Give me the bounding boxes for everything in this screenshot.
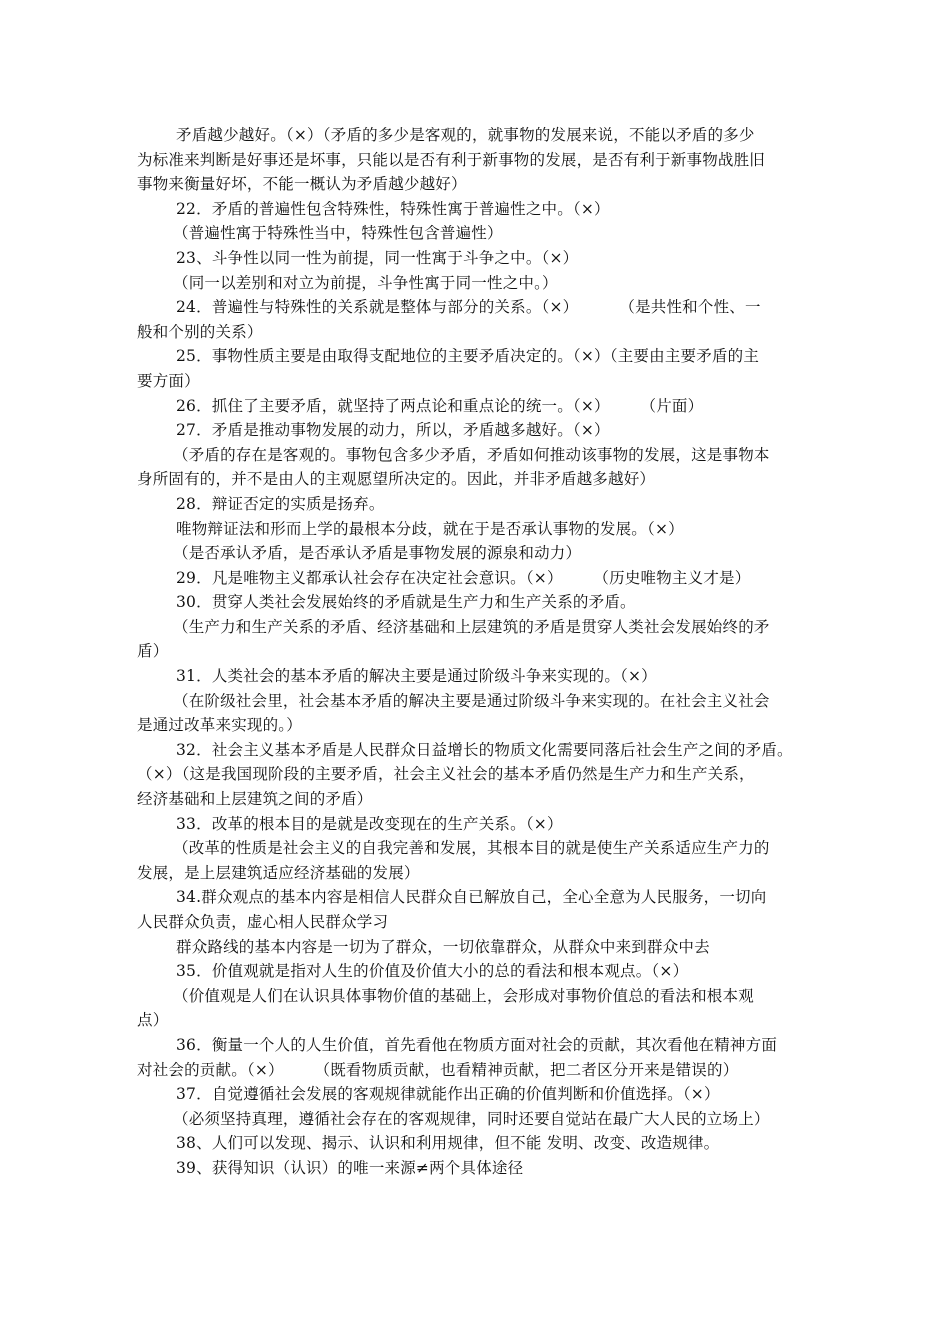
text-line: 矛盾越少越好。（×）（矛盾的多少是客观的，就事物的发展来说，不能以矛盾的多少 [176, 126, 755, 144]
text-line: 29．凡是唯物主义都承认社会存在决定社会意识。（×） （历史唯物主义才是） [176, 568, 751, 587]
text-line: 38、人们可以发现、揭示、认识和利用规律，但不能 发明、改变、改造规律。 [176, 1134, 720, 1153]
text-line: 是通过改革来实现的。） [137, 716, 302, 735]
text-line: 身所固有的，并不是由人的主观愿望所决定的。因此，并非矛盾越多越好） [137, 470, 656, 489]
text-line: 36．衡量一个人的人生价值，首先看他在物质方面对社会的贡献，其次看他在精神方面 [176, 1035, 778, 1054]
text-line: 34.群众观点的基本内容是相信人民群众自已解放自己，全心全意为人民服务，一切向 [176, 888, 767, 907]
text-line: 32．社会主义基本矛盾是人民群众日益增长的物质文化需要同落后社会生产之间的矛盾。 [176, 740, 793, 759]
text-line: （同一以差别和对立为前提，斗争性寓于同一性之中。） [173, 273, 558, 292]
text-line: 般和个别的关系） [137, 322, 263, 341]
text-line: 31．人类社会的基本矛盾的解决主要是通过阶级斗争来实现的。（×） [176, 667, 657, 686]
text-line: （是否承认矛盾，是否承认矛盾是事物发展的源泉和动力） [173, 544, 582, 563]
text-line: 经济基础和上层建筑之间的矛盾） [137, 790, 373, 809]
text-line: 27．矛盾是推动事物发展的动力，所以，矛盾越多越好。（×） [176, 421, 610, 440]
text-line: 24．普遍性与特殊性的关系就是整体与部分的关系。（×） （是共性和个性、一 [176, 298, 761, 317]
text-line: 人民群众负责，虚心相人民群众学习 [137, 913, 389, 931]
text-line: （改革的性质是社会主义的自我完善和发展，其根本目的就是使生产关系适应生产力的 [173, 839, 770, 858]
text-line: 点） [137, 1011, 169, 1030]
text-line: （生产力和生产关系的矛盾、经济基础和上层建筑的矛盾是贯穿人类社会发展始终的矛 [173, 617, 770, 636]
text-line: 30．贯穿人类社会发展始终的矛盾就是生产力和生产关系的矛盾。 [176, 593, 636, 612]
text-line: 为标准来判断是好事还是坏事，只能以是否有利于新事物的发展，是否有利于新事物战胜旧 [137, 150, 766, 169]
text-line: 盾） [137, 642, 169, 661]
text-line: 33．改革的根本目的是就是改变现在的生产关系。（×） [176, 814, 563, 833]
text-line: 25．事物性质主要是由取得支配地位的主要矛盾决定的。（×）（主要由主要矛盾的主 [176, 347, 760, 366]
text-line: 22．矛盾的普遍性包含特殊性，特殊性寓于普遍性之中。（×） [176, 199, 610, 218]
text-line: 39、获得知识（认识）的唯一来源≠两个具体途径 [176, 1158, 524, 1177]
text-line: （矛盾的存在是客观的。事物包含多少矛盾，矛盾如何推动该事物的发展，这是事物本 [173, 445, 770, 464]
text-line: （必须坚持真理，遵循社会存在的客观规律，同时还要自觉站在最广大人民的立场上） [173, 1109, 770, 1128]
text-line: 唯物辩证法和形而上学的最根本分歧，就在于是否承认事物的发展。（×） [176, 519, 684, 538]
text-line: 35．价值观就是指对人生的价值及价值大小的总的看法和根本观点。（×） [176, 962, 689, 981]
text-line: 要方面） [137, 371, 200, 390]
text-line: （×）（这是我国现阶段的主要矛盾，社会主义社会的基本矛盾仍然是生产力和生产关系， [137, 765, 755, 784]
text-line: 对社会的贡献。（×） （既看物质贡献，也看精神贡献，把二者区分开来是错误的） [137, 1060, 739, 1079]
text-line: 事物来衡量好坏，不能一概认为矛盾越少越好） [137, 175, 467, 194]
text-line: 23、斗争性以同一性为前提，同一性寓于斗争之中。（×） [176, 248, 579, 267]
text-line: 28．辩证否定的实质是扬弃。 [176, 494, 385, 513]
text-line: 群众路线的基本内容是一切为了群众，一切依靠群众，从群众中来到群众中去 [176, 937, 710, 956]
document-body [137, 123, 817, 1181]
text-line: 26．抓住了主要矛盾，就坚持了两点论和重点论的统一。（×） （片面） [176, 396, 704, 415]
text-line: 37．自觉遵循社会发展的客观规律就能作出正确的价值判断和价值选择。（×） [176, 1085, 720, 1104]
text-line: （价值观是人们在认识具体事物价值的基础上，会形成对事物价值总的看法和根本观 [173, 986, 754, 1005]
text-line: （在阶级社会里，社会基本矛盾的解决主要是通过阶级斗争来实现的。在社会主义社会 [173, 691, 770, 710]
text-line: （普遍性寓于特殊性当中，特殊性包含普遍性） [173, 224, 503, 243]
text-line: 发展，是上层建筑适应经济基础的发展） [137, 863, 420, 882]
